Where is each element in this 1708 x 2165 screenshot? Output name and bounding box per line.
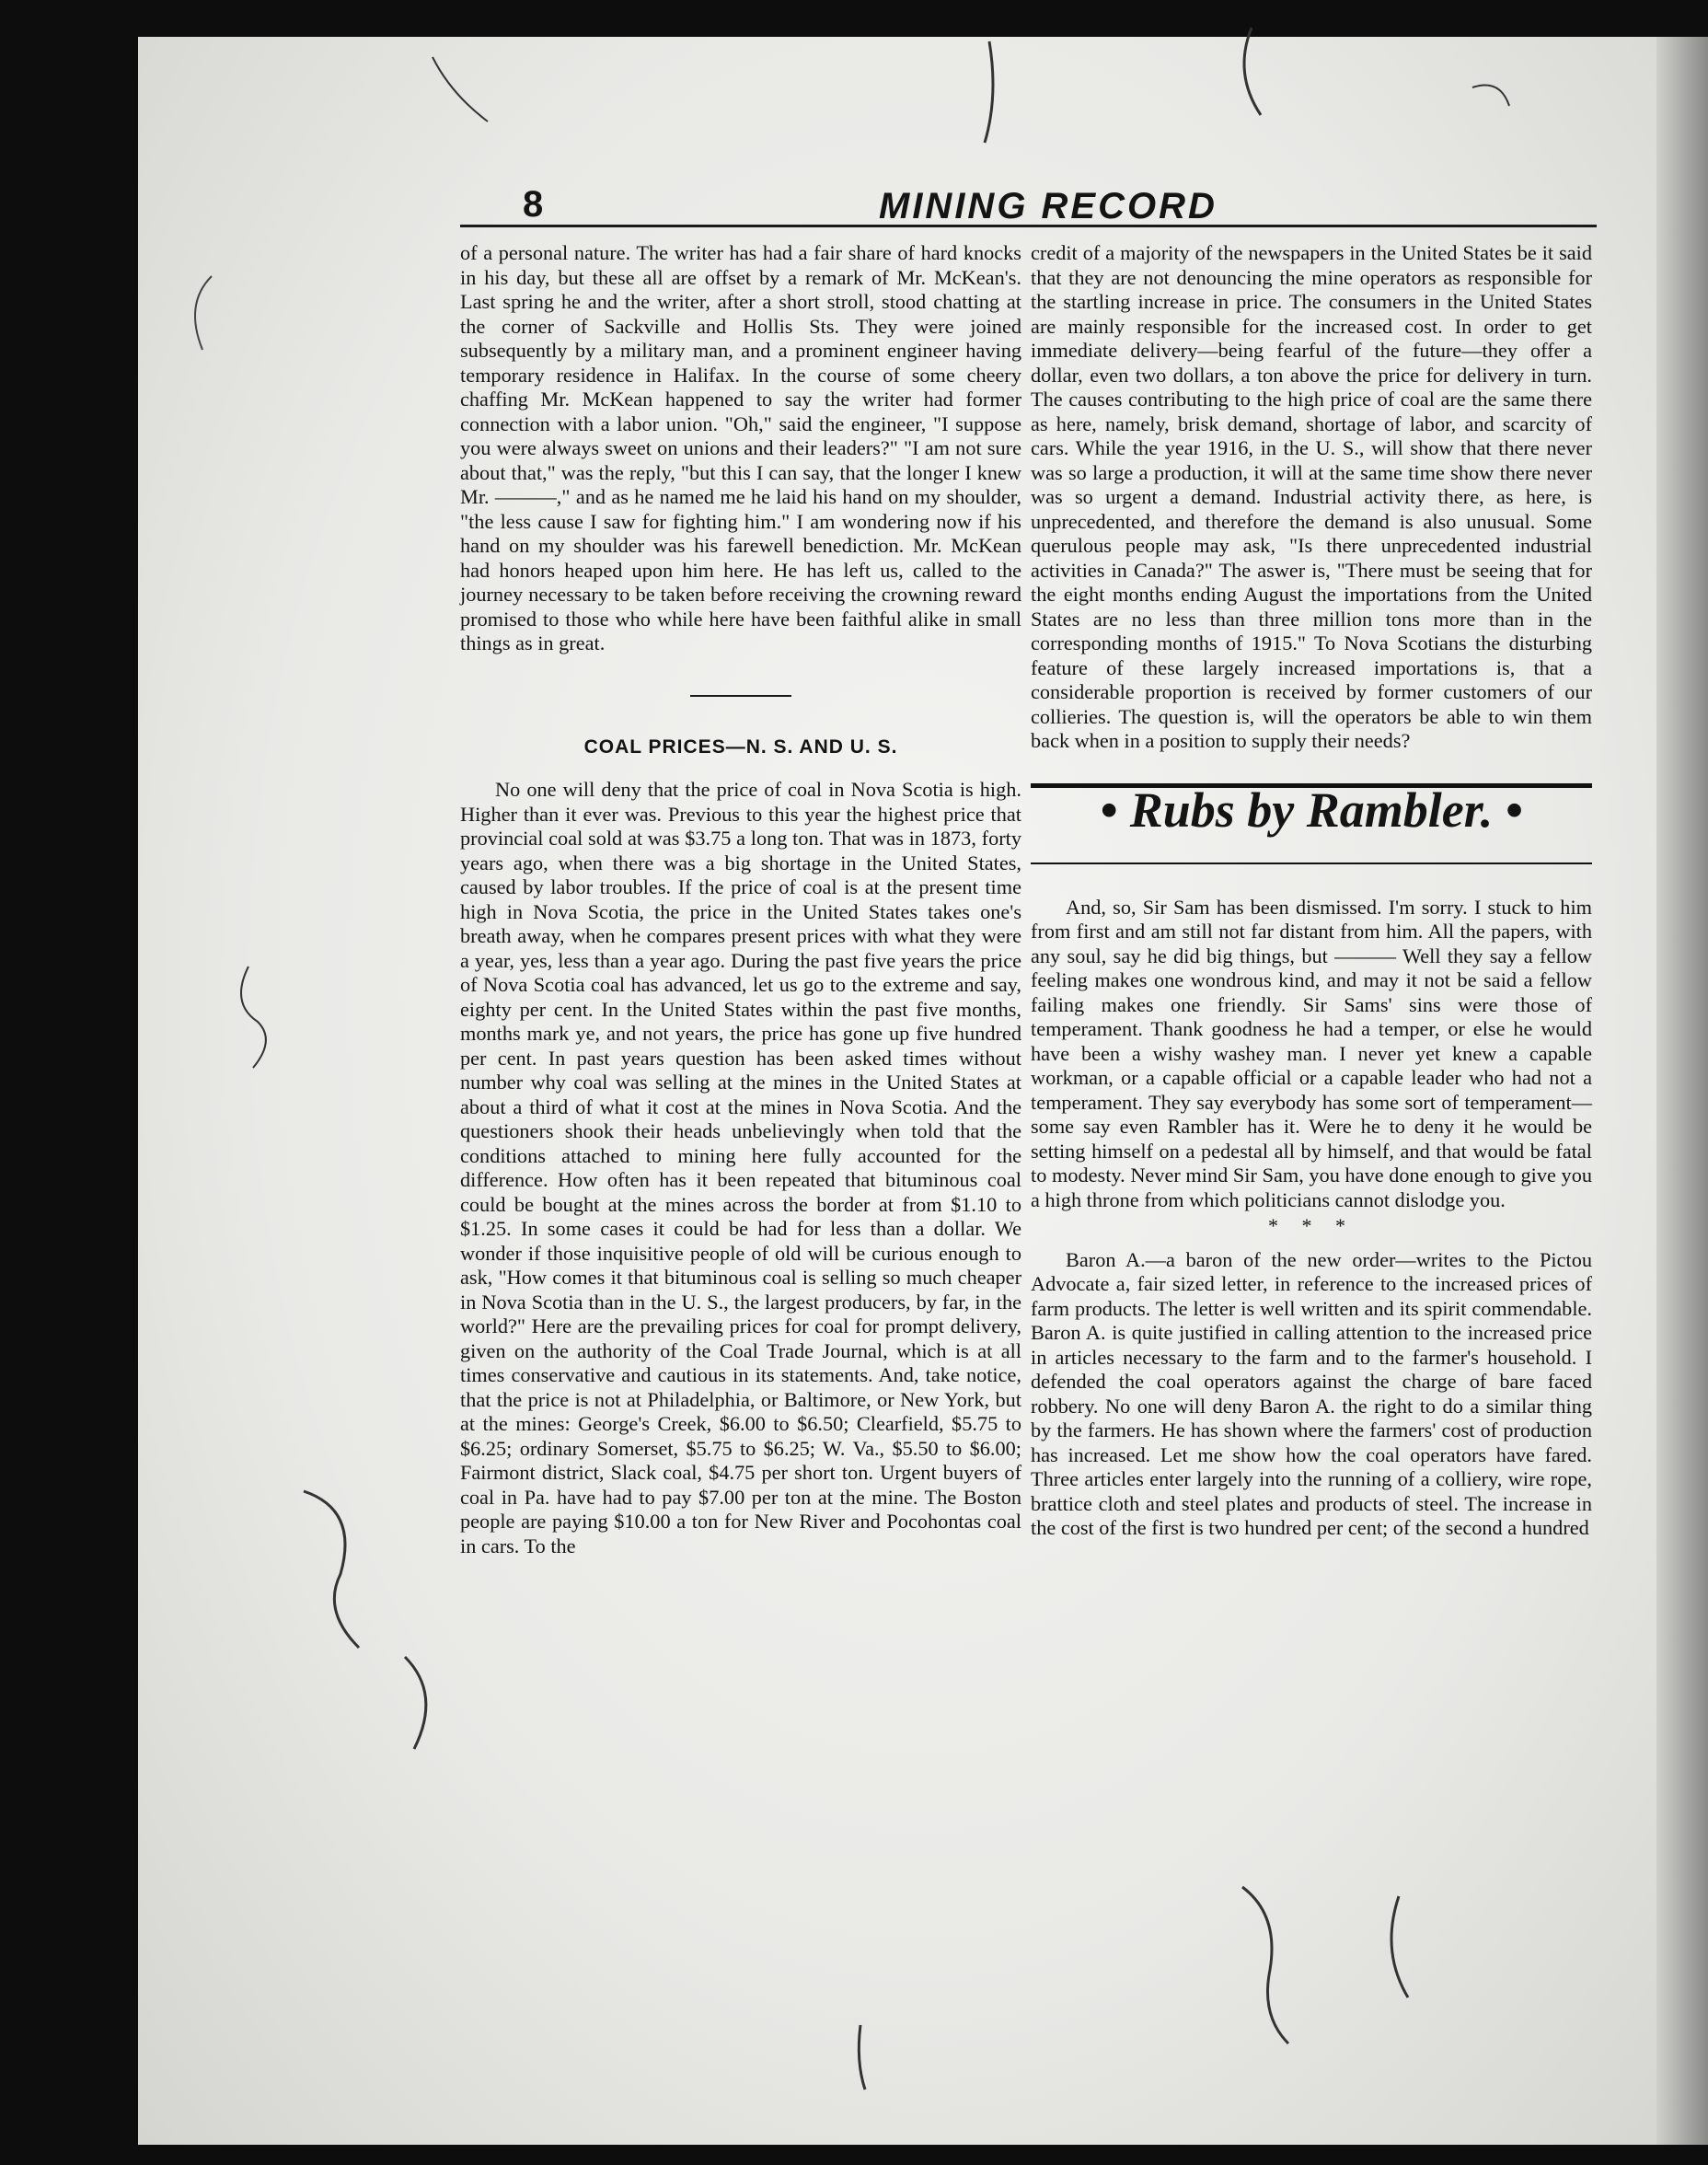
banner-rule-bottom [1031,863,1592,864]
section-divider [690,695,791,697]
continued-paragraph: credit of a majority of the newspapers in the United States be it said that they are not denouncing the mine operators as responsible for the startling increase in price. The consumers in the United States are mainly responsible for the increased cost. In order to get immediate delivery—being fearful of the future—they offer a dollar, even two dollars, a ton above the price for delivery in turn. The causes contributing to the high price of coal are the same there as here, namely, brisk demand, shortage of labor, and scarcity of cars. While the year 1916, in the U. S., will show that there never was so large a production, it will at the same time show there never was so urgent a demand. Industrial activity there, as here, is unprecedented, and therefore the demand is also unusual. Some querulous people may ask, "Is there unprecedented industrial activities in Canada?" The aswer is, "There must be seeing that for the eight months ending August the importations from the United States are no less than three million tons more than in the corresponding months of 1915." To Nova Scotians the disturbing feature of these largely increased importations is, that a considerable proportion is received by former customers of our collieries. The question is, will the operators be able to win them back when in a position to supply their needs? [1031,241,1592,752]
masthead [460,184,1597,230]
page-number: 8 [523,184,544,225]
column-title: • Rubs by Rambler. • [1100,781,1523,838]
column-paragraph: And, so, Sir Sam has been dismissed. I'm sorry. I stuck to him from first and am still not far distant from him. All the papers, with any soul, say he did big things, but ——— Well they say a fellow feeling makes one wondrous kind, and may it not be said a fellow failing makes one friendly. Sir Sams' sins were those of temperament. Thank goodness he had a temper, or else he would have been a wishy washey man. I never yet knew a capable workman, or a capable official or a capable leader who had not a temperament. They say everybody has some sort of temperament—some say even Rambler has it. Were he to deny it he would be setting himself on a pedestal all by himself, and that would be fatal to modesty. Never mind Sir Sam, you have done enough to give you a high throne from which politicians cannot dislodge you. [1031,895,1592,1211]
section-stars: * * * [1268,1214,1355,1237]
masthead-rule [460,225,1597,227]
column-paragraph: Baron A.—a baron of the new order—writes to the Pictou Advocate a, fair sized letter, in reference to the increased prices of farm products. The letter is well written and its spirit commendable. Baron A. is quite justified in calling attention to the increased price in articles necessary to the farm and to the farmer's household. I defended the coal operators against the charge of bare faced robbery. No one will deny Baron A. the right to do a similar thing by the farmers. He has shown where the farmers' cost of production has increased. Let me show how the coal operators have fared. Three articles enter largely into the running of a colliery, wire rope, brattice cloth and steel plates and products of steel. The increase in the cost of the first is two hundred per cent; of the second a hundred [1031,1247,1592,1539]
right-column [1031,241,1592,1541]
publication-title: MINING RECORD [879,186,1218,226]
article-body: No one will deny that the price of coal in Nova Scotia is high. Higher than it ever was. Previous to this year the highest price that provincial coal sold at was $3.75 a long ton. That was in 1873, forty years ago, when there was a big shortage in the United States, caused by labor troubles. If the price of coal is at the present time high in Nova Scotia, the price in the United States takes one's breath away, when he compares present prices with what they were a year, yes, less than a year ago. During the past five years the price of Nova Scotia coal has advanced, let us go to the extreme and say, eighty per cent. In the United States within the past five months, months mark ye, and not years, the price has gone up five hundred per cent. In past years question has been asked times without number why coal was selling at the mines in the United States at about a third of what it cost at the mines in Nova Scotia. And the questioners shook their heads unbelievingly when told that the conditions attached to mining here fully accounted for the difference. How often has it been repeated that bituminous coal could be bought at the mines across the border at from $1.10 to $1.25. In some cases it could be had for less than a dollar. We wonder if those inquisitive people of old will be curious enough to ask, "How comes it that bituminous coal is selling so much cheaper in Nova Scotia than in the U. S., the largest producers, by far, in the world?" Here are the prevailing prices for coal for prompt delivery, given on the authority of the Coal Trade Journal, which is at all times conservative and cautious in its statements. And, take notice, that the price is not at Philadelphia, or Baltimore, or New York, but at the mines: George's Creek, $6.00 to $6.50; Clearfield, $5.75 to $6.25; ordinary Somerset, $5.75 to $6.25; W. Va., $5.50 to $6.00; Fairmont district, Slack coal, $4.75 per short ton. Urgent buyers of coal in Pa. have had to pay $7.00 per ton at the mine. The Boston people are paying $10.00 a ton for New River and Pocohontas coal in cars. To the [460,778,1021,1557]
article-heading: COAL PRICES—N. S. AND U. S. [583,735,898,758]
left-column [460,241,1021,1558]
column-banner [1031,774,1592,875]
continued-paragraph: of a personal nature. The writer has had a fair share of hard knocks in his day, but these all are offset by a remark of Mr. McKean's. Last spring he and the writer, after a short stroll, stood chatting at the corner of Sackville and Hollis Sts. They were joined subsequently by a military man, and a prominent engineer having temporary residence in Halifax. In the course of some cheery chaffing Mr. McKean happened to say the writer had former connection with a labor union. "Oh," said the engineer, "I suppose you were always sweet on unions and their leaders?" "I am not sure about that," was the reply, "but this I can say, that the longer I knew Mr. ———," and as he named me he laid his hand on my shoulder, "the less cause I saw for fighting him." I am wondering now if his hand on my shoulder was his farewell benediction. Mr. McKean had honors heaped upon him here. He has left us, called to the journey necessary to be taken before receiving the crowning reward promised to those who while here have been faithful alike in small things as in great. [460,241,1021,654]
